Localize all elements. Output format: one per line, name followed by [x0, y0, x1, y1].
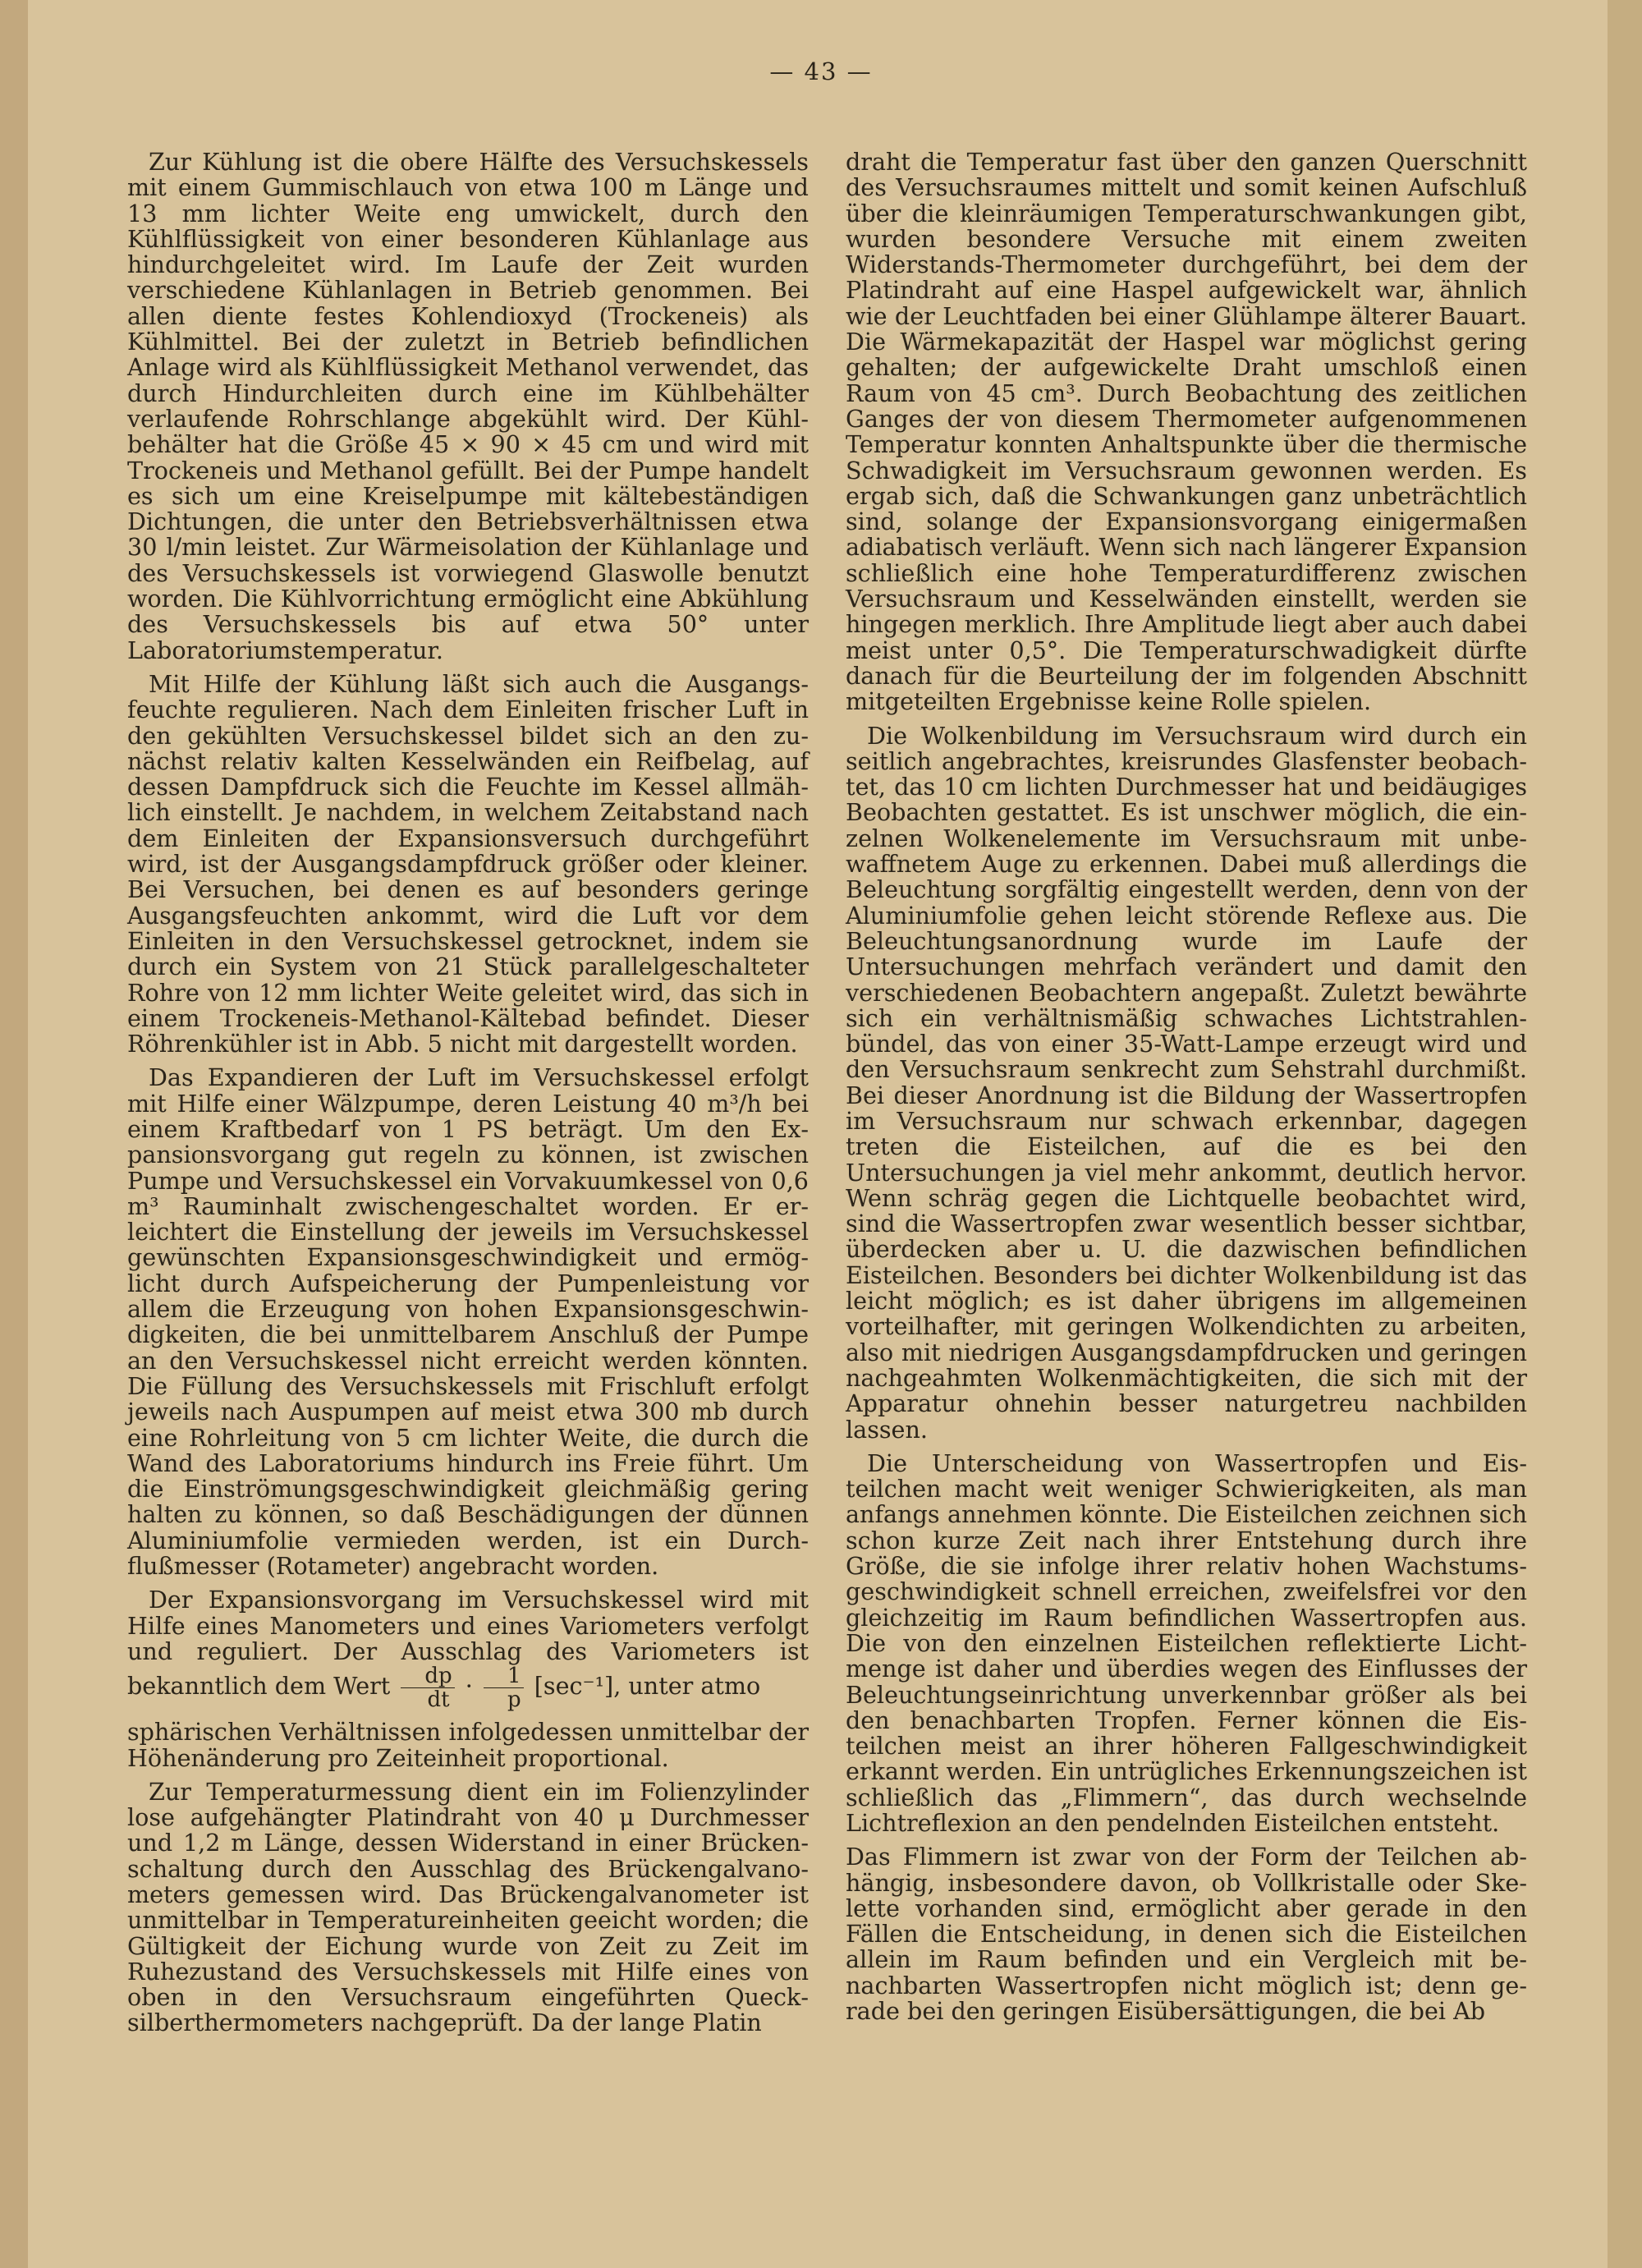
- fraction-one-over-p: [484, 1664, 524, 1711]
- paragraph-expansion-pump: Das Expandieren der Luft im Versuchskessel erfolgt mit Hilfe einer Wälzpumpe, deren Leistung 40 m³/h bei einem Kraftbedarf von 1 PS beträgt. Um den Expansionsvorgang gut regeln zu können, ist zwischen Pumpe und Versuchskessel ein Vorvakuumkessel von 0,6 m³ Rauminhalt zwischengeschaltet worden. Er erleichtert die Einstellung der jeweils im Versuchskessel gewünschten Expansionsgeschwindigkeit und ermöglicht durch Aufspeicherung der Pumpenleistung vor allem die Erzeugung von hohen Expansionsgeschwindigkeiten, die bei unmittelbarem Anschluß der Pumpe an den Versuchskessel nicht erreicht werden könnten. Die Füllung des Versuchskessels mit Frischluft erfolgt jeweils nach Auspumpen auf meist etwa 300 mb durch eine Rohrleitung von 5 cm lichter Weite, die durch die Wand des Laboratoriums hindurch ins Freie führt. Um die Einströmungsgeschwindigkeit gleichmäßig gering halten zu können, so daß Beschädigungen der dünnen Aluminiumfolie vermieden werden, ist ein Durchflußmesser (Rotameter) angebracht worden.: [127, 1063, 809, 1581]
- paragraph-humidity: Mit Hilfe der Kühlung läßt sich auch die Ausgangsfeuchte regulieren. Nach dem Einleiten frischer Luft in den gekühlten Versuchskessel bildet sich an den zunächst relativ kalten Kesselwänden ein Reifbelag, auf dessen Dampfdruck sich die Feuchte im Kessel allmählich einstellt. Je nachdem, in welchem Zeitabstand nach dem Einleiten der Expansionsversuch durchgeführt wird, ist der Ausgangsdampfdruck größer oder kleiner. Bei Versuchen, bei denen es auf besonders geringe Ausgangsfeuchten ankommt, wird die Luft vor dem Einleiten in den Versuchskessel getrocknet, indem sie durch ein System von 21 Stück parallelgeschalteter Rohre von 12 mm lichter Weite geleitet wird, das sich in einem Trockeneis-Methanol-Kältebad befindet. Dieser Röhrenkühler ist in Abb. 5 nicht mit dargestellt worden.: [127, 669, 809, 1058]
- left-column: [127, 149, 809, 2045]
- formula-dot: ·: [465, 1672, 473, 1701]
- paragraph-flicker: Das Flimmern ist zwar von der Form der Teilchen abhängig, insbesondere davon, ob Vollkristalle oder Skelette vorhanden sind, ermöglicht aber gerade in den Fällen die Entscheidung, in denen sich die Eisteilchen allein im Raum befinden und ein Vergleich mit benachbarten Wassertropfen nicht möglich ist; denn gerade bei den geringen Eisübersättigungen, die bei Ab: [846, 1843, 1527, 2026]
- fraction-numerator-one: 1: [484, 1664, 524, 1688]
- paragraph-platinum-wire: draht die Temperatur fast über den ganzen Querschnitt des Versuchsraumes mittelt und somit keinen Aufschluß über die kleinräumigen Temperaturschwankungen gibt, wurden besondere Versuche mit einem zweiten Widerstands-Thermometer durchgeführt, bei dem der Platindraht auf eine Haspel aufgewickelt war, ähnlich wie der Leuchtfaden bei einer Glühlampe älterer Bauart. Die Wärmekapazität der Haspel war möglichst gering gehalten; der aufgewickelte Draht umschloß einen Raum von 45 cm³. Durch Beobachtung des zeitlichen Ganges der von diesem Thermometer aufgenommenen Temperatur konnten Anhaltspunkte über die thermische Schwadigkeit im Versuchsraum gewonnen werden. Es ergab sich, daß die Schwankungen ganz unbeträchtlich sind, solange der Expansionsvorgang einigermaßen adiabatisch verläuft. Wenn sich nach längerer Expansion schließlich eine hohe Temperaturdifferenz zwischen Versuchsraum und Kesselwänden einstellt, werden sie hingegen merklich. Ihre Amplitude liegt aber auch dabei meist unter 0,5°. Die Temperaturschwadigkeit dürfte danach für die Beurteilung der im folgenden Abschnitt mitgeteilten Ergebnisse keine Rolle spielen.: [846, 148, 1527, 716]
- page-number: — 43 —: [769, 57, 873, 85]
- paragraph-variometer-end: sphärischen Verhältnissen infolgedessen unmittelbar der Höhenänderung pro Zeiteinheit proportional.: [127, 1718, 809, 1772]
- right-column: [846, 149, 1527, 2032]
- fraction-denominator-p: p: [507, 1687, 521, 1713]
- paragraph-distinction: Die Unterscheidung von Wassertropfen und Eisteilchen macht weit weniger Schwierigkeiten, als man anfangs annehmen könnte. Die Eisteilchen zeichnen sich schon kurze Zeit nach ihrer Entstehung durch ihre Größe, die sie infolge ihrer relativ hohen Wachstumsgeschwindigkeit schnell erreichen, zweifelsfrei vor den gleichzeitig im Raum befindlichen Wassertropfen aus. Die von den einzelnen Eisteilchen reflektierte Lichtmenge ist daher und überdies wegen des Einflusses der Beleuchtungseinrichtung unverkennbar größer als bei den benachbarten Tropfen. Ferner können die Eisteilchen meist an ihrer höheren Fallgeschwindigkeit erkannt werden. Ein untrügliches Erkennungszeichen ist schließlich das „Flimmern“, das durch wechselnde Lichtreflexion an den pendelnden Eisteilchen entsteht.: [846, 1448, 1527, 1837]
- paragraph-cloud-formation: Die Wolkenbildung im Versuchsraum wird durch ein seitlich angebrachtes, kreisrundes Glasfenster beobachtet, das 10 cm lichten Durchmesser hat und beidäugiges Beobachten gestattet. Es ist unschwer möglich, die einzelnen Wolkenelemente im Versuchsraum mit unbewaffnetem Auge zu erkennen. Dabei muß allerdings die Beleuchtung sorgfältig eingestellt werden, denn von der Aluminiumfolie gehen leicht störende Reflexe aus. Die Beleuchtungsanordnung wurde im Laufe der Untersuchungen mehrfach verändert und damit den verschiedenen Beobachtern angepaßt. Zuletzt bewährte sich ein verhältnismäßig schwaches Lichtstrahlenbündel, das von einer 35-Watt-Lampe erzeugt wird und den Versuchsraum senkrecht zum Sehstrahl durchmißt. Bei dieser Anordnung ist die Bildung der Wassertropfen im Versuchsraum nur schwach erkennbar, dagegen treten die Eisteilchen, auf die es bei den Untersuchungen ja viel mehr ankommt, deutlich hervor. Wenn schräg gegen die Lichtquelle beobachtet wird, sind die Wassertropfen zwar wesentlich besser sichtbar, überdecken aber u. U. die dazwischen befindlichen Eisteilchen. Besonders bei dichter Wolkenbildung ist das leicht möglich; es ist daher übrigens im allgemeinen vorteilhafter, mit geringen Wolkendichten zu arbeiten, also mit niedrigen Ausgangsdampfdrucken und geringen nachgeahmten Wolkenmächtigkeiten, die sich mit der Apparatur ohnehin besser naturgetreu nachbilden lassen.: [846, 721, 1527, 1444]
- variometer-unit-text: [sec⁻¹], unter atmo: [534, 1672, 761, 1701]
- paragraph-cooling: Zur Kühlung ist die obere Hälfte des Versuchskessels mit einem Gummischlauch von etwa 100 m Länge und 13 mm lichter Weite eng umwickelt, durch den Kühlflüssigkeit von einer besonderen Kühlanlage aus hindurchgeleitet wird. Im Laufe der Zeit wurden verschiedene Kühlanlagen in Betrieb genommen. Bei allen diente festes Kohlendioxyd (Trockeneis) als Kühlmittel. Bei der zuletzt in Betrieb befindlichen Anlage wird als Kühlflüssigkeit Methanol verwendet, das durch Hindurchleiten durch eine im Kühlbehälter verlaufende Rohrschlange abgekühlt wird. Der Kühlbehälter hat die Größe 45 × 90 × 45 cm und wird mit Trockeneis und Methanol gefüllt. Bei der Pumpe handelt es sich um eine Kreiselpumpe mit kältebeständigen Dichtungen, die unter den Betriebsverhältnissen etwa 30 l/min leistet. Zur Wärmeisolation der Kühlanlage und des Versuchskessels ist vorwiegend Glaswolle benutzt worden. Die Kühlvorrichtung ermöglicht eine Abkühlung des Versuchskessels bis auf etwa 50° unter Laboratoriumstemperatur.: [127, 148, 809, 664]
- paragraph-temperature: Zur Temperaturmessung dient ein im Folienzylinder lose aufgehängter Platindraht von 40 μ Durchmesser und 1,2 m Länge, dessen Widerstand in einer Brückenschaltung durch den Ausschlag des Brückengalvanometers gemessen wird. Das Brückengalvanometer ist unmittelbar in Temperatureinheiten geeicht worden; die Gültigkeit der Eichung wurde von Zeit zu Zeit im Ruhezustand des Versuchskessels mit Hilfe eines von oben in den Versuchsraum eingeführten Quecksilberthermometers nachgeprüft. Da der lange Platin: [127, 1777, 809, 2037]
- fraction-dp-dt: [401, 1664, 454, 1711]
- paragraph-variometer: [127, 1587, 809, 1711]
- fraction-numerator-dp: dp: [401, 1664, 454, 1688]
- fraction-denominator-dt: dt: [427, 1687, 450, 1713]
- variometer-text-start: Der Expansionsvorgang im Versuchskessel wird mit Hilfe eines Manometers und eines Variometers verfolgt und reguliert. Der Ausschlag des Variometers ist bekanntlich dem Wert: [127, 1586, 809, 1701]
